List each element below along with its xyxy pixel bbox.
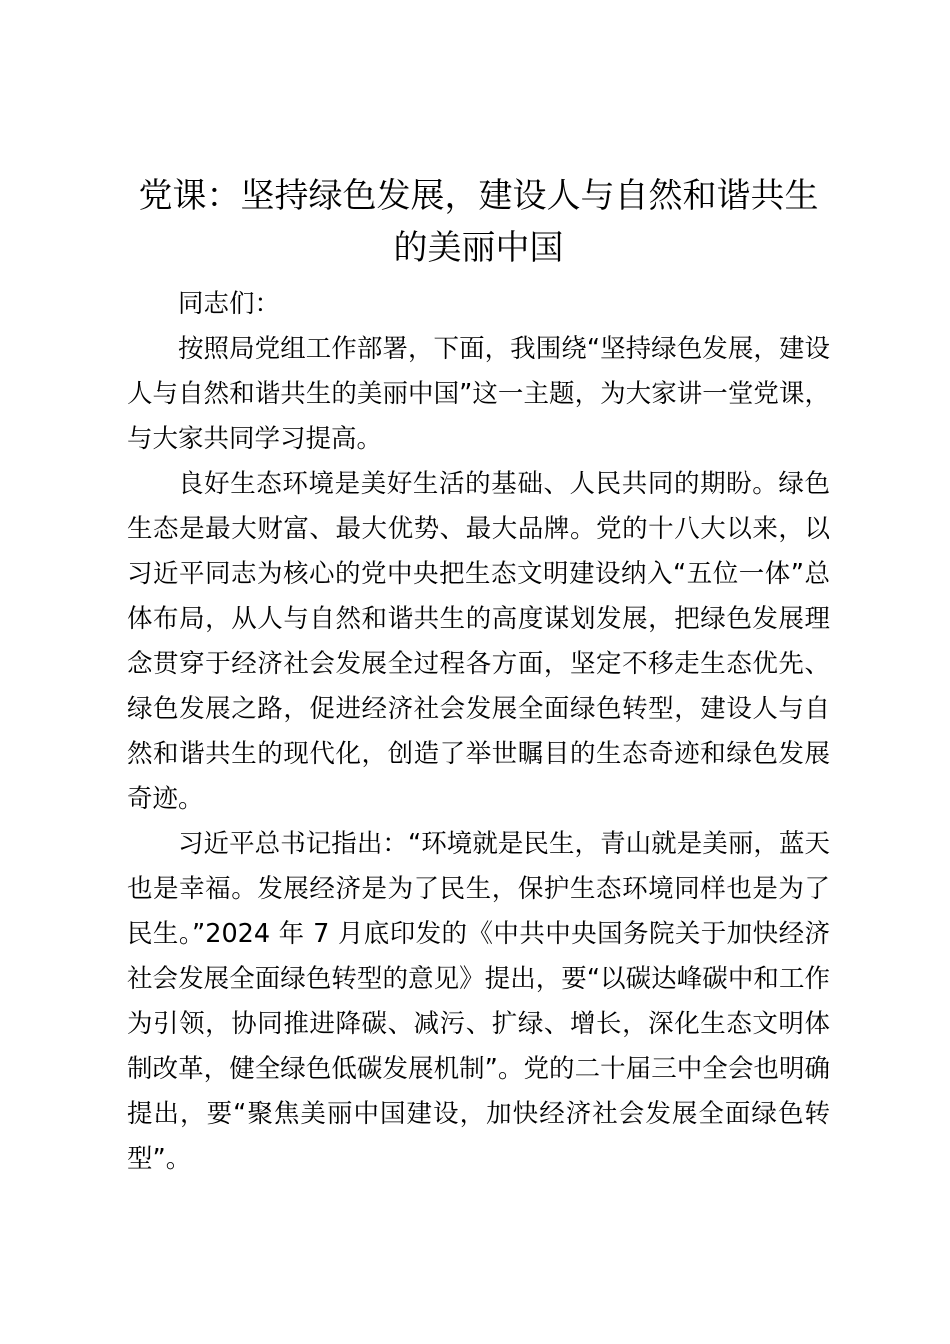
document-title: 党课：坚持绿色发展，建设人与自然和谐共生的美丽中国 [138,176,819,268]
paragraph-ecology: 良好生态环境是美好生活的基础、人民共同的期盼。绿色生态是最大财富、最大优势、最大品牌。党的十八大以来，以习近平同志为核心的党中央把生态文明建设纳入“五位一体”总体布局，从人与自然和谐共生的高度谋划发展，把绿色发展理念贯穿于经济社会发展全过程各方面，坚定不移走生态优先、绿色发展之路，促进经济社会发展全面绿色转型，建设人与自然和谐共生的现代化，创造了举世瞩目的生态奇迹和绿色发展奇迹。 [127,469,830,814]
paragraph-quote: 习近平总书记指出：“环境就是民生，青山就是美丽，蓝天也是幸福。发展经济是为了民生，保护生态环境同样也是为了民生。”2024 年 7 月底印发的《中共中央国务院关于加快经济社会发展全面绿色转型的意见》提出，要“以碳达峰碳中和工作为引领，协同推进降碳、减污、扩绿、增长，深化生态文明体制改革，健全绿色低碳发展机制”。党的二十届三中全会也明确提出，要“聚焦美丽中国建设，加快经济社会发展全面绿色转型”。 [127,829,830,1174]
document-page [127,170,830,1182]
salutation: 同志们： [178,289,281,319]
paragraph-intro: 按照局党组工作部署，下面，我围绕“坚持绿色发展，建设人与自然和谐共生的美丽中国”这一主题，为大家讲一堂党课，与大家共同学习提高。 [127,334,830,454]
